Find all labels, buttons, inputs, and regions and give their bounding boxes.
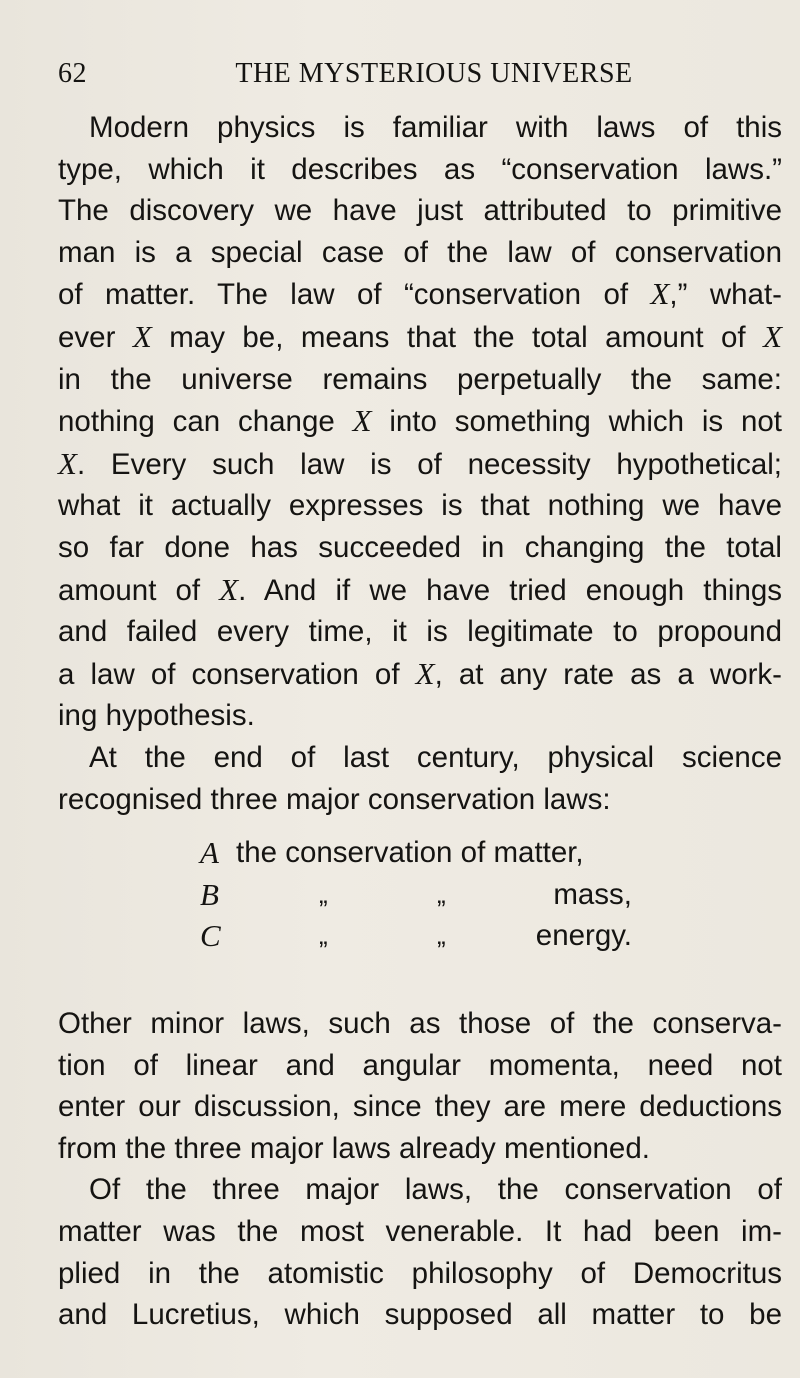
text-line: tion of linear and angular momenta, need not bbox=[58, 1048, 782, 1082]
text-fragment: , at any rate as a work- bbox=[434, 657, 782, 691]
text-line: and Lucretius, which supposed all matter to be bbox=[58, 1298, 782, 1332]
variable-x: X bbox=[650, 276, 670, 312]
text-fragment: into something which is not bbox=[371, 405, 782, 439]
text-line: so far done has succeeded in changing the total bbox=[58, 530, 782, 564]
text-line bbox=[58, 316, 782, 359]
text-fragment: a law of conservation of bbox=[58, 657, 416, 691]
paragraph bbox=[58, 737, 782, 820]
text-fragment: may be, means that the total amount of bbox=[151, 320, 764, 354]
law-text: the conservation of matter, bbox=[236, 836, 584, 869]
text-line: matter was the most venerable. It had been im- bbox=[58, 1214, 782, 1248]
ditto-mark: „ bbox=[319, 878, 328, 909]
text-line: type, which it describes as “conservation laws.” bbox=[58, 152, 782, 186]
text-line bbox=[58, 400, 782, 443]
text-line: ing hypothesis. bbox=[58, 699, 255, 733]
law-item bbox=[200, 915, 640, 957]
law-letter: B bbox=[200, 876, 219, 912]
text-line: Other minor laws, such as those of the conserva- bbox=[58, 1007, 782, 1040]
text-line: what it actually expresses is that nothing we have bbox=[58, 489, 782, 523]
text-line: and failed every time, it is legitimate to propound bbox=[58, 615, 782, 649]
law-letter: A bbox=[200, 835, 219, 870]
text-line bbox=[58, 273, 782, 316]
text-line: from the three major laws already mentioned. bbox=[58, 1131, 650, 1165]
text-line bbox=[58, 653, 782, 696]
text-line: in the universe remains perpetually the same: bbox=[58, 362, 782, 396]
text-line: enter our discussion, since they are mere deductions bbox=[58, 1090, 782, 1124]
text-line: The discovery we have just attributed to primitive bbox=[58, 194, 782, 228]
conservation-laws-list bbox=[200, 832, 640, 957]
variable-x: X bbox=[352, 403, 372, 439]
running-head bbox=[58, 58, 780, 98]
page-number: 62 bbox=[58, 58, 87, 89]
paragraph bbox=[58, 107, 782, 737]
text-fragment: ,” what- bbox=[669, 278, 782, 312]
variable-x: X bbox=[763, 318, 782, 354]
text-fragment: . And if we have tried enough things bbox=[238, 573, 783, 607]
text-line bbox=[58, 569, 782, 612]
text-line: recognised three major conservation laws: bbox=[58, 782, 611, 816]
variable-x: X bbox=[58, 445, 77, 481]
ditto-mark: „ bbox=[437, 878, 446, 909]
law-quantity: mass, bbox=[553, 877, 632, 911]
text-line bbox=[58, 443, 782, 486]
law-item bbox=[200, 874, 640, 916]
variable-x: X bbox=[219, 571, 239, 607]
text-line: At the end of last century, physical science bbox=[89, 740, 782, 774]
ditto-mark: „ bbox=[319, 920, 328, 951]
paragraph bbox=[58, 1169, 782, 1335]
text-fragment: of matter. The law of “conservation of bbox=[58, 278, 651, 312]
text-fragment: nothing can change bbox=[58, 405, 353, 439]
body-text-upper bbox=[58, 107, 782, 820]
text-fragment: . Every such law is of necessity hypothetical; bbox=[76, 447, 782, 481]
law-item bbox=[200, 832, 640, 874]
text-line: Modern physics is familiar with laws of this bbox=[89, 111, 782, 144]
text-fragment: amount of bbox=[58, 573, 220, 607]
law-letter: C bbox=[200, 918, 221, 954]
body-text-lower bbox=[58, 1003, 782, 1336]
text-line: man is a special case of the law of conservation bbox=[58, 235, 782, 269]
text-line: Of the three major laws, the conservation of bbox=[89, 1173, 782, 1207]
variable-x: X bbox=[415, 655, 435, 691]
variable-x: X bbox=[132, 318, 152, 354]
text-line: plied in the atomistic philosophy of Democritus bbox=[58, 1256, 782, 1290]
law-quantity: energy. bbox=[535, 919, 632, 953]
ditto-mark: „ bbox=[437, 920, 446, 951]
paragraph bbox=[58, 1003, 782, 1169]
running-title: THE MYSTERIOUS UNIVERSE bbox=[235, 58, 633, 89]
text-fragment: ever bbox=[58, 320, 133, 354]
